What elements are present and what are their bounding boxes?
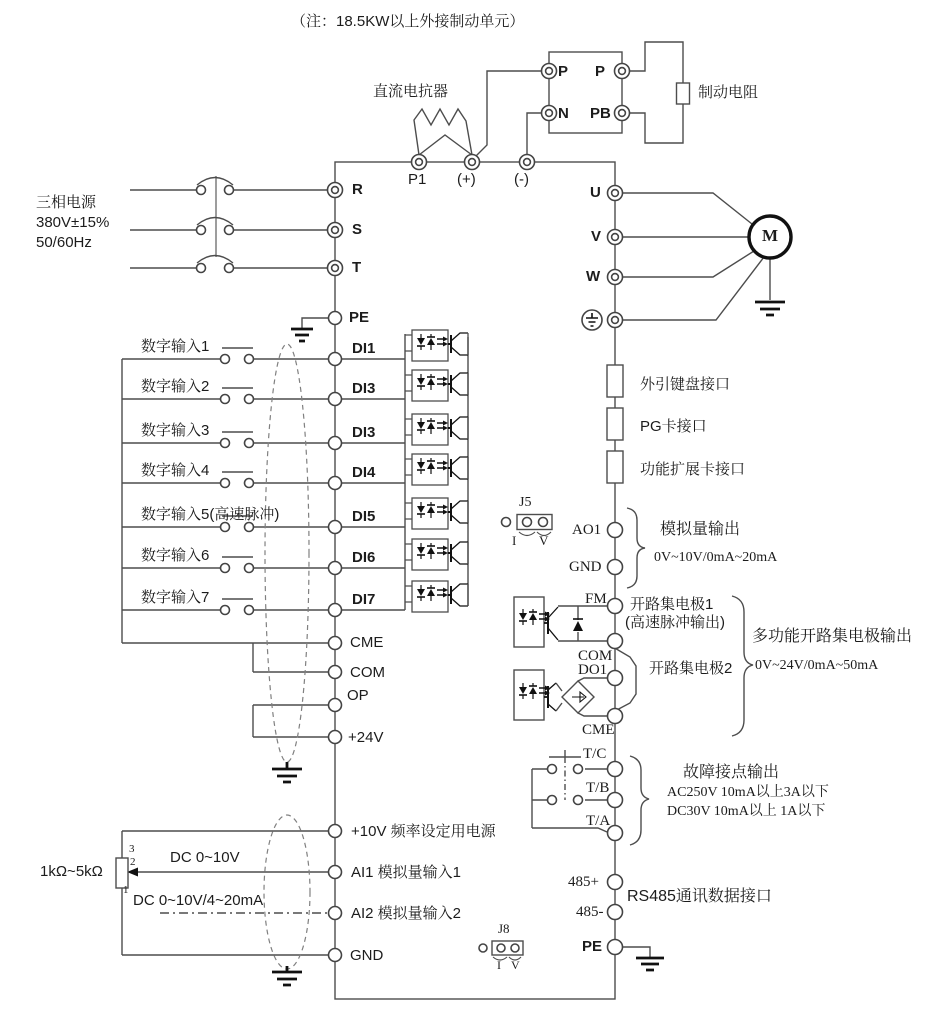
potentiometer-label: 1kΩ~5kΩ <box>40 863 103 880</box>
relay-nc-bar <box>549 750 581 757</box>
analog-output-brace <box>627 508 645 588</box>
j5-jumper-label: J5 <box>519 495 532 510</box>
terminal-ai2-label: AI2 模拟量输入2 <box>351 905 462 922</box>
j8-mode-i: I <box>497 958 501 972</box>
p1-plus-jumper <box>419 135 472 155</box>
note-braking-unit: （注：18.5KW以上外接制动单元） <box>291 13 525 30</box>
terminal-plus: (+) <box>457 171 476 188</box>
power-supply-line2: 380V±15% <box>36 214 110 231</box>
pe-ground-wire <box>302 318 329 328</box>
plus-to-p-wire <box>475 71 542 157</box>
terminal-pb: PB <box>590 105 611 122</box>
analog-output-range: 0V~10V/0mA~20mA <box>654 550 778 565</box>
dc-reactor-label: 直流电抗器 <box>373 83 449 100</box>
shield-cables <box>264 344 310 969</box>
terminal-w: W <box>586 268 601 285</box>
analog-shield-cable <box>264 815 310 969</box>
digital-shield-cable <box>265 344 309 762</box>
terminal-di1: DI1 <box>352 340 376 357</box>
relay-brace <box>630 756 649 845</box>
terminal-di3: DI3 <box>352 424 376 441</box>
pe2-ground-wire <box>622 947 650 957</box>
terminal-485n: 485- <box>576 904 604 920</box>
terminal-gnd-out: GND <box>569 559 602 575</box>
terminal-cme2: CME <box>582 722 615 738</box>
braking-resistor-loop <box>629 42 683 143</box>
j5-mode-v: V <box>539 533 549 548</box>
fm-optocoupler-box <box>514 597 544 647</box>
terminal-ai1-label: AI1 模拟量输入1 <box>351 864 462 881</box>
pg-card-label: PG卡接口 <box>640 418 707 435</box>
terminal-cme: CME <box>350 634 384 651</box>
motor-ground-symbol <box>755 302 785 315</box>
pg-card-slot <box>607 408 623 440</box>
multifunction-title: 多功能开路集电极输出 <box>752 628 913 645</box>
analog-shield-ground <box>272 966 302 985</box>
digital-input-7-label: 数字输入7 <box>141 589 210 606</box>
power-supply-line3: 50/60Hz <box>36 234 92 251</box>
op-24v-link <box>253 705 328 737</box>
digital-input-6-label: 数字输入6 <box>141 547 210 564</box>
terminal-24v: +24V <box>348 729 384 746</box>
analog-output-title: 模拟量输出 <box>660 521 741 538</box>
j8-mode-v: V <box>511 958 520 972</box>
minus-to-n-wire <box>527 113 542 155</box>
terminal-di2: DI3 <box>352 380 376 397</box>
terminal-tb: T/B <box>586 780 610 796</box>
terminal-485p: 485+ <box>568 874 599 890</box>
multifunction-brace <box>732 596 753 736</box>
earth-circle-symbol <box>582 310 602 330</box>
terminal-v: V <box>591 228 602 245</box>
terminal-10v-label: +10V 频率设定用电源 <box>351 823 496 840</box>
cme-com-link <box>253 643 328 672</box>
terminal-di6: DI6 <box>352 549 376 566</box>
pot-pin-1: 1 <box>123 884 129 896</box>
digital-input-4-label: 数字输入4 <box>141 462 210 479</box>
j8-jumper-label: J8 <box>498 921 510 936</box>
digital-shield-ground <box>272 762 302 782</box>
terminal-com2: COM <box>578 648 613 664</box>
relay-spec-dc: DC30V 10mA以上 1A以下 <box>667 804 826 819</box>
terminal-pe: PE <box>349 309 370 326</box>
pe2-ground-symbol <box>636 958 664 970</box>
terminal-t: T <box>352 259 362 276</box>
do1-optocoupler-box <box>514 670 544 720</box>
terminal-gnd2: GND <box>350 947 384 964</box>
brake-resistor-label: 制动电阻 <box>698 84 759 101</box>
terminal-do1: DO1 <box>578 662 608 678</box>
digital-input-3-label: 数字输入3 <box>141 422 210 439</box>
terminal-pe2: PE <box>582 938 603 955</box>
terminal-tc: T/C <box>583 746 607 762</box>
terminal-di7: DI7 <box>352 591 376 608</box>
terminal-fm: FM <box>585 591 607 607</box>
keypad-interface-label: 外引键盘接口 <box>640 376 731 393</box>
digital-input-5-label: 数字输入5(高速脉冲) <box>141 506 280 523</box>
terminal-r: R <box>352 181 363 198</box>
terminal-com: COM <box>350 664 385 681</box>
oc1-label: 开路集电极1 <box>630 596 714 613</box>
expansion-card-label: 功能扩展卡接口 <box>640 461 746 478</box>
motor-wires <box>622 193 764 320</box>
fm-output-leads <box>558 606 607 641</box>
terminal-p1: P1 <box>408 171 427 188</box>
relay-title: 故障接点输出 <box>683 764 780 781</box>
expansion-card-slot <box>607 451 623 483</box>
keypad-interface-slot <box>607 365 623 397</box>
ai1-signal-label: DC 0~10V <box>170 849 240 866</box>
j5-mode-i: I <box>512 533 517 548</box>
pot-pin-2: 2 <box>130 856 136 868</box>
terminal-di4: DI4 <box>352 464 376 481</box>
oc2-label: 开路集电极2 <box>649 660 733 677</box>
ai2-signal-label: DC 0~10V/4~20mA <box>133 892 264 909</box>
braking-resistor-symbol <box>677 83 690 104</box>
terminal-p-left: P <box>558 63 569 80</box>
power-supply-line1: 三相电源 <box>36 194 97 211</box>
terminal-s: S <box>352 221 363 238</box>
terminal-ao1: AO1 <box>572 522 602 538</box>
fm-flyback-diode <box>573 619 583 631</box>
terminal-u: U <box>590 184 601 201</box>
terminal-minus: (-) <box>514 171 529 188</box>
terminal-op: OP <box>347 687 369 704</box>
terminal-ta: T/A <box>586 813 611 829</box>
motor-label: M <box>762 226 779 245</box>
rs485-title: RS485通讯数据接口 <box>627 888 772 905</box>
pe-ground-symbol <box>291 329 313 341</box>
multifunction-range: 0V~24V/0mA~50mA <box>755 658 879 673</box>
pot-pin-3: 3 <box>129 843 135 855</box>
relay-spec-ac: AC250V 10mA以上3A以下 <box>667 785 829 800</box>
oc1-note-label: (高速脉冲输出) <box>625 614 725 631</box>
terminal-n: N <box>558 105 569 122</box>
terminal-di5: DI5 <box>352 508 376 525</box>
power-terminals <box>328 64 630 328</box>
jumper-pads <box>479 518 548 953</box>
digital-input-1-label: 数字输入1 <box>141 338 210 355</box>
terminal-p-right: P <box>595 63 606 80</box>
digital-input-2-label: 数字输入2 <box>141 378 210 395</box>
